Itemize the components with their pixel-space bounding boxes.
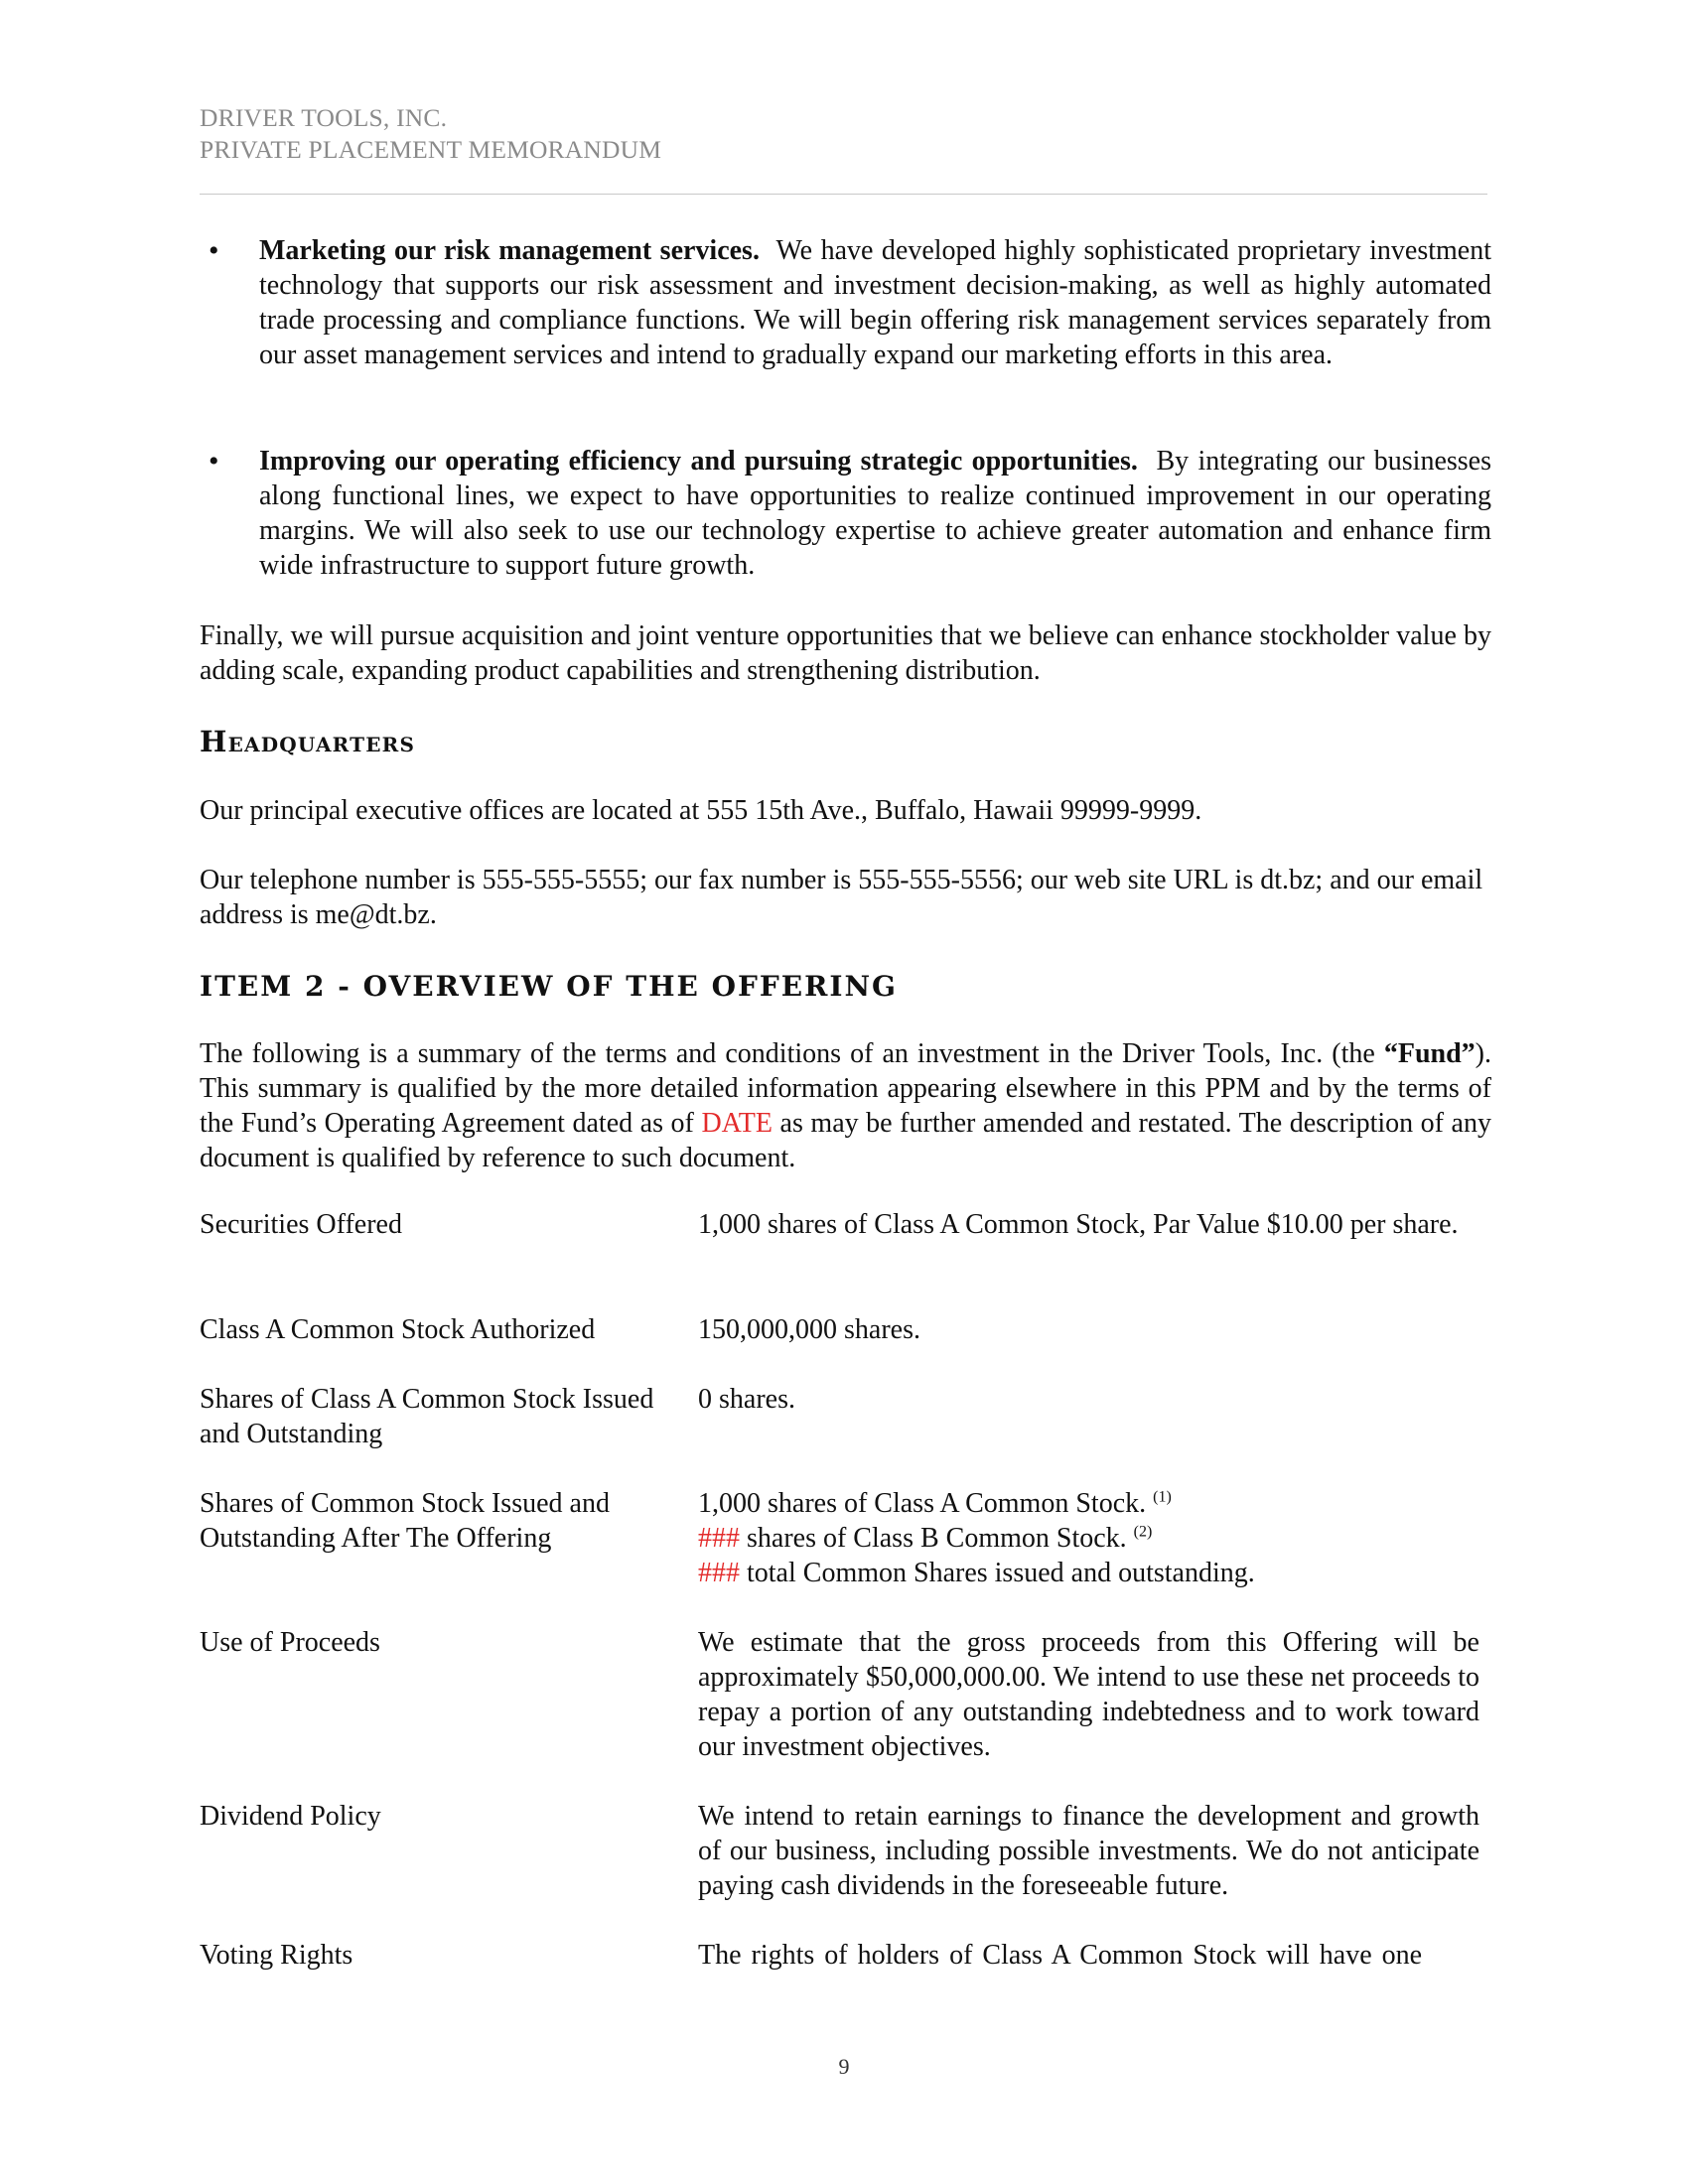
offering-summary xyxy=(200,1036,1491,1175)
total-count-placeholder: ### xyxy=(698,1558,740,1588)
term-value-securities-offered: 1,000 shares of Class A Common Stock, Par Value $10.00 per share. xyxy=(698,1209,1459,1240)
summary-text: The following is a summary of the terms and conditions of an investment in the Driver Tools, Inc. (the xyxy=(200,1038,1384,1069)
date-placeholder: DATE xyxy=(701,1108,773,1139)
bullet-body: We have developed highly sophisticated proprietary investment technology that supports our risk assessment and investment decision-making, as well as highly automated trade processing and compliance functions. We will begin offering risk management services separately from our asset management services and intend to gradually expand our marketing efforts in this area. xyxy=(259,235,1491,370)
after-offering-line-2 xyxy=(698,1521,1479,1556)
total-shares: total Common Shares issued and outstanding. xyxy=(740,1558,1255,1588)
bullet-lead: Improving our operating efficiency and pursuing strategic opportunities. xyxy=(259,446,1138,477)
class-b-shares: shares of Class B Common Stock. xyxy=(740,1523,1127,1554)
running-header xyxy=(200,102,661,166)
term-label-securities-offered: Securities Offered xyxy=(200,1209,402,1240)
page-number: 9 xyxy=(838,2054,850,2079)
bullet-body: By integrating our businesses along functional lines, we expect to have opportunities to realize continued improvement in our operating margins. We will also seek to use our technology expertise to achieve greater automation and enhance firm wide infrastructure to support future growth. xyxy=(259,446,1491,581)
fund-term: “Fund” xyxy=(1383,1038,1476,1069)
bullet-item xyxy=(199,444,1491,588)
bullet-text xyxy=(259,444,1491,583)
headquarters-contact: Our telephone number is 555-555-5555; our fax number is 555-555-5556; our web site URL is dt.bz; and our email address is me@dt.bz. xyxy=(200,865,1483,930)
bullet-dot-icon: • xyxy=(209,445,219,478)
bullet-text xyxy=(259,233,1491,372)
term-value-issued: 0 shares. xyxy=(698,1384,795,1415)
term-value-after-offering xyxy=(698,1486,1479,1590)
final-paragraph: Finally, we will pursue acquisition and joint venture opportunities that we believe can enhance stockholder value by adding scale, expanding product capabilities and strengthening distribution. xyxy=(200,620,1491,686)
item2-heading: ITEM 2 - OVERVIEW OF THE OFFERING xyxy=(200,970,898,1003)
header-divider xyxy=(200,194,1487,195)
term-label-after-offering: Shares of Common Stock Issued and Outstanding After The Offering xyxy=(200,1488,610,1554)
term-value-authorized: 150,000,000 shares. xyxy=(698,1314,920,1345)
summary-text: as may be further amended and restated. The description of any document is qualified by reference to such document. xyxy=(200,1108,1491,1173)
class-a-shares: 1,000 shares of Class A Common Stock. xyxy=(698,1488,1147,1519)
header-document-title: PRIVATE PLACEMENT MEMORANDUM xyxy=(200,135,662,164)
footnote-ref-1: (1) xyxy=(1153,1488,1172,1506)
term-label-authorized: Class A Common Stock Authorized xyxy=(200,1314,596,1345)
term-label-use-of-proceeds: Use of Proceeds xyxy=(200,1627,380,1658)
bullet-dot-icon: • xyxy=(209,234,219,267)
after-offering-line-1 xyxy=(698,1486,1479,1521)
share-count-placeholder: ### xyxy=(698,1523,740,1554)
header-company: DRIVER TOOLS, INC. xyxy=(200,103,448,132)
headquarters-address: Our principal executive offices are located at 555 15th Ave., Buffalo, Hawaii 99999-9999. xyxy=(200,795,1202,826)
term-label-voting-rights: Voting Rights xyxy=(200,1940,353,1971)
summary-text: ). This summary is qualified by the more detailed information appearing elsewhere in this PPM and by the terms of the Fund’s Operating Agreement dated as of xyxy=(200,1038,1491,1139)
after-offering-line-3 xyxy=(698,1556,1479,1590)
term-value-dividend-policy: We intend to retain earnings to finance the development and growth of our business, including possible investments. We do not anticipate paying cash dividends in the foreseeable future. xyxy=(698,1801,1479,1901)
headquarters-heading: Headquarters xyxy=(200,725,416,758)
term-value-voting-rights: The rights of holders of Class A Common Stock will have one xyxy=(698,1940,1423,1971)
term-value-use-of-proceeds: We estimate that the gross proceeds from this Offering will be approximately $50,000,000.00. We intend to use these net proceeds to repay a portion of any outstanding indebtedness and to work toward our investment objectives. xyxy=(698,1627,1479,1762)
term-label-issued: Shares of Class A Common Stock Issued and Outstanding xyxy=(200,1384,654,1449)
bullet-item xyxy=(199,233,1491,412)
term-label-dividend-policy: Dividend Policy xyxy=(200,1801,381,1832)
footnote-ref-2: (2) xyxy=(1133,1523,1153,1541)
bullet-lead: Marketing our risk management services. xyxy=(259,235,760,266)
